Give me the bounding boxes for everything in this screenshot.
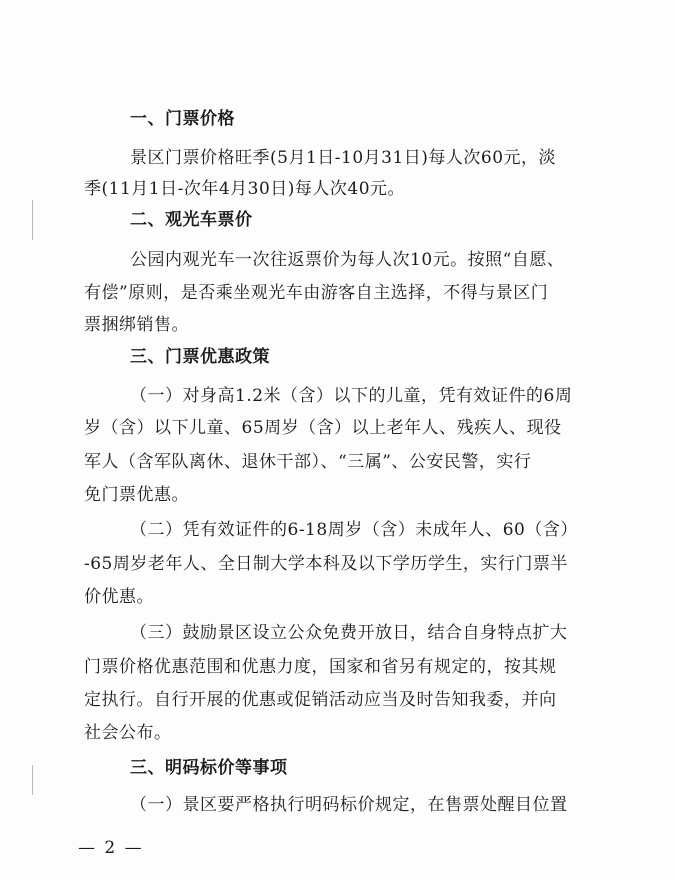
page-number: — 2 — — [78, 838, 144, 858]
paragraph-line: 景区门票价格旺季(5月1日-10月31日)每人次60元，淡 — [130, 148, 557, 168]
paragraph-line: 票捆绑销售。 — [84, 315, 189, 335]
paragraph-line: （一）对身高1.2米（含）以下的儿童，凭有效证件的6周 — [130, 386, 573, 406]
paragraph-line: 社会公布。 — [84, 723, 172, 743]
paragraph-line: 有偿”原则，是否乘坐观光车由游客自主选择，不得与景区门 — [84, 283, 549, 303]
paragraph-line: -65周岁老年人、全日制大学本科及以下学历学生，实行门票半 — [84, 554, 568, 574]
paragraph-line: （一）景区要严格执行明码标价规定，在售票处醒目位置 — [130, 795, 568, 815]
paragraph-line: 门票价格优惠范围和优惠力度，国家和省另有规定的，按其规 — [84, 657, 557, 677]
paragraph-line: 军人（含军队离休、退休干部）、“三属”、公安民警，实行 — [84, 452, 532, 472]
section-heading-price-marking: 三、明码标价等事项 — [130, 758, 288, 778]
section-heading-ticket-price: 一、门票价格 — [130, 109, 235, 129]
paragraph-line: 岁（含）以下儿童、65周岁（含）以上老年人、残疾人、现役 — [84, 418, 562, 438]
paragraph-line: 价优惠。 — [84, 587, 154, 607]
paragraph-line: 免门票优惠。 — [84, 485, 189, 505]
scan-edge-mark — [32, 200, 33, 240]
section-heading-discount-policy: 三、门票优惠政策 — [130, 347, 270, 367]
scan-edge-mark — [32, 765, 33, 795]
paragraph-line: 公园内观光车一次往返票价为每人次10元。按照“自愿、 — [130, 250, 565, 270]
section-heading-sightseeing-car: 二、观光车票价 — [130, 210, 253, 230]
paragraph-line: 季(11月1日-次年4月30日)每人次40元。 — [84, 179, 406, 199]
paragraph-line: （二）凭有效证件的6-18周岁（含）未成年人、60（含） — [130, 520, 578, 540]
paragraph-line: （三）鼓励景区设立公众免费开放日，结合自身特点扩大 — [130, 623, 568, 643]
paragraph-line: 定执行。自行开展的优惠或促销活动应当及时告知我委，并向 — [84, 690, 557, 710]
